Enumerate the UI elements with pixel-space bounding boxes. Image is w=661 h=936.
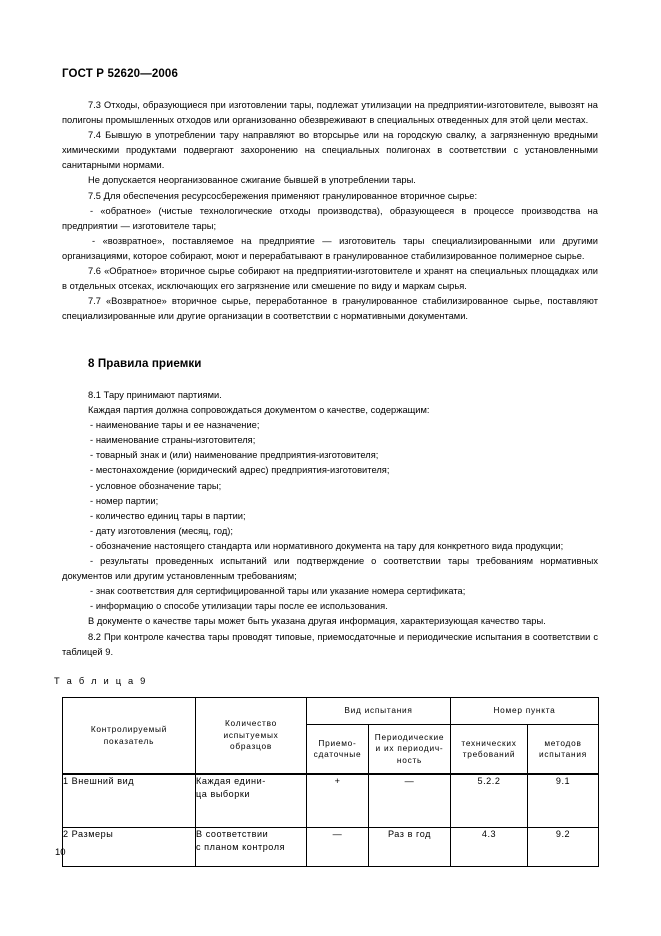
doc-item-4: - местонахождение (юридический адрес) предприятия-изготовителя;	[90, 465, 390, 476]
th-controlled-indicator-line1: Контролируемый	[90, 724, 168, 734]
th-sample-quantity	[196, 698, 307, 775]
clause-7-block	[62, 98, 598, 324]
cell-periodic: Раз в год	[369, 828, 451, 867]
doc-item-11: - знак соответствия для сертифицированной тары или указание номера сертификата;	[90, 586, 466, 597]
cell-acceptance: —	[307, 828, 369, 867]
table-9-wrapper	[62, 697, 598, 867]
cell-periodic: —	[369, 774, 451, 828]
cell-test-method: 9.2	[528, 828, 599, 867]
th-sample-quantity-line1: Количество	[224, 718, 278, 729]
doc-item-8: - дату изготовления (месяц, год);	[90, 525, 234, 536]
doc-item-3: - товарный знак и (или) наименование предприятия-изготовителя;	[90, 450, 379, 461]
table-head	[63, 698, 599, 775]
cell-technical-requirements: 4.3	[451, 828, 528, 867]
doc-item-2: - наименование страны-изготовителя;	[90, 435, 256, 446]
cell-sample-quantity	[196, 828, 307, 867]
cell-sample-quantity-line1: Каждая едини-	[196, 776, 266, 786]
clause-8-1-outro: В документе о качестве тары может быть указана другая информация, характеризующая качество тары.	[88, 616, 546, 627]
cell-sample-quantity	[196, 774, 307, 828]
clause-8-2: 8.2 При контроле качества тары проводят типовые, приемосдаточные и периодические испытания в соответствии с таблицей 9.	[62, 631, 598, 657]
th-controlled-indicator	[63, 698, 196, 775]
doc-item-5: - условное обозначение тары;	[90, 480, 222, 491]
clause-8-1-intro: Каждая партия должна сопровождаться документом о качестве, содержащим:	[88, 405, 430, 416]
clause-7-4: 7.4 Бывшую в употреблении тару направляют во вторсырье или на городскую свалку, а загрязненную вредными химическими продуктами подвергают захоронению на специальных полигонах в соответствии с установленными санитарными нормами.	[62, 130, 598, 171]
clause-7-7: 7.7 «Возвратное» вторичное сырье, переработанное в гранулированное стабилизированное сырье, поставляют специализированные или другие организации в соответствии с нормативными документами.	[62, 296, 598, 322]
th-periodic-test-line2: и их периодич-	[375, 743, 444, 754]
th-acceptance-test-line1: Приемо-	[318, 737, 357, 748]
document-header-standard-number: ГОСТ Р 52620—2006	[62, 68, 179, 80]
th-acceptance-test-line2: сдаточные	[313, 749, 362, 759]
clause-7-6: 7.6 «Обратное» вторичное сырье собирают на предприятии-изготовителе и хранят на специальных площадках или в отдельных отсеках, исключающих его загрязнение или смешение по виду и маркам сырья.	[62, 266, 598, 292]
table-row	[63, 774, 599, 828]
table-row	[63, 828, 599, 867]
cell-test-method: 9.1	[528, 774, 599, 828]
clause-7-5: 7.5 Для обеспечения ресурсосбережения применяют гранулированное вторичное сырье:	[88, 190, 478, 201]
cell-indicator-name: 1 Внешний вид	[63, 774, 196, 828]
cell-acceptance: +	[307, 774, 369, 828]
doc-item-7: - количество единиц тары в партии;	[90, 510, 246, 521]
acceptance-table	[62, 697, 599, 867]
clause-7-5-item-obratnoe: - «обратное» (чистые технологические отходы производства), образующееся в процессе производства на предприятии — изготовителе тары;	[62, 205, 598, 231]
section-8-heading: 8 Правила приемки	[88, 357, 202, 370]
doc-item-10: - результаты проведенных испытаний или подтверждение о соответствии тары требованиям нормативных документов или другим установленным требованиям;	[62, 556, 598, 582]
th-technical-requirements-line1: технических	[461, 737, 517, 748]
th-periodic-test-line1: Периодические	[374, 731, 445, 742]
th-sample-quantity-line2: испытуемых	[223, 729, 279, 740]
th-acceptance-test	[307, 725, 369, 775]
th-technical-requirements	[451, 725, 528, 775]
th-group-test-type: Вид испытания	[307, 698, 451, 725]
th-controlled-indicator-line2: показатель	[103, 735, 155, 746]
cell-indicator-name: 2 Размеры	[63, 828, 196, 867]
th-group-item-number: Номер пункта	[451, 698, 599, 725]
table-caption: Т а б л и ц а 9	[54, 676, 148, 686]
th-test-methods-line2: испытания	[538, 749, 588, 759]
clause-7-3: 7.3 Отходы, образующиеся при изготовлении тары, подлежат утилизации на предприятии-изготовителе, вывозят на полигоны промышленных отходов или организованно обезвреживают в специальных отведенных для этой цели местах.	[62, 100, 598, 126]
cell-technical-requirements: 5.2.2	[451, 774, 528, 828]
cell-sample-quantity-line2: с планом контроля	[196, 842, 286, 852]
doc-item-1: - наименование тары и ее назначение;	[90, 420, 260, 431]
doc-item-6: - номер партии;	[90, 495, 159, 506]
clause-7-5-item-vozvratnoe: - «возвратное», поставляемое на предприятие — изготовитель тары специализированными или другими организациями, которое собирают, моют и перерабатывают в гранулированное стабилизированное полимерное сырье.	[62, 235, 598, 261]
cell-sample-quantity-line2: ца выборки	[196, 789, 251, 799]
th-periodic-test	[369, 725, 451, 775]
doc-item-12: - информацию о способе утилизации тары после ее использования.	[90, 601, 388, 612]
page-number: 10	[55, 847, 66, 858]
doc-item-9: - обозначение настоящего стандарта или нормативного документа на тару для конкретного вида продукции;	[90, 540, 564, 551]
cell-sample-quantity-line1: В соответствии	[196, 829, 269, 839]
clause-7-4-note: Не допускается неорганизованное сжигание бывшей в употреблении тары.	[88, 175, 416, 186]
clause-8-1: 8.1 Тару принимают партиями.	[88, 390, 222, 400]
th-periodic-test-line3: ность	[396, 754, 423, 765]
th-technical-requirements-line2: требований	[462, 749, 516, 759]
section-8-block	[62, 388, 598, 660]
table-body	[63, 774, 599, 867]
th-test-methods	[528, 725, 599, 775]
th-test-methods-line1: методов	[544, 737, 582, 748]
th-sample-quantity-line3: образцов	[230, 741, 272, 752]
table-header-row-top	[63, 698, 599, 725]
